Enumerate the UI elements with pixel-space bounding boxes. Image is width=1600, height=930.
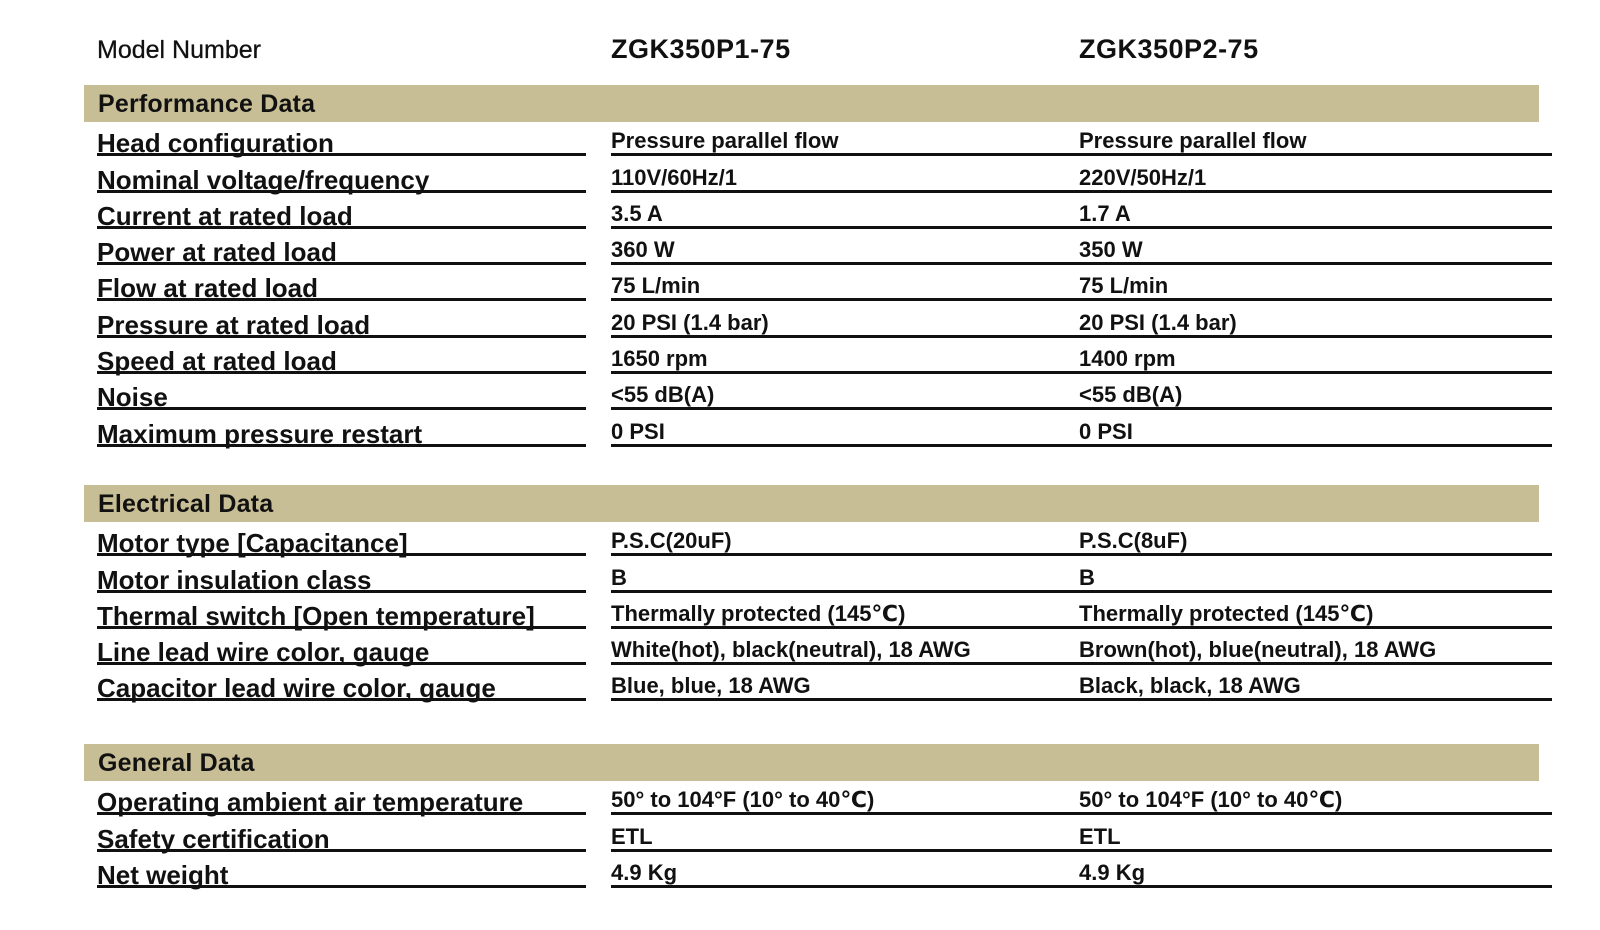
spec-value-text: 3.5 A — [611, 200, 663, 226]
spec-label-text: Safety certification — [97, 823, 330, 854]
spec-label — [97, 341, 586, 377]
spec-value-model-1 — [611, 632, 1080, 665]
spec-value-model-2 — [1079, 596, 1552, 629]
spec-value-model-1 — [611, 523, 1080, 556]
spec-rows — [84, 522, 1539, 703]
spec-label — [97, 632, 586, 668]
spec-row — [84, 854, 1539, 890]
spec-value-text: P.S.C(20uF) — [611, 528, 732, 554]
spec-value-text: ETL — [1079, 823, 1121, 849]
spec-value-model-2 — [1079, 305, 1552, 338]
spec-value-model-2 — [1079, 855, 1552, 888]
spec-row — [84, 595, 1539, 631]
spec-row — [84, 340, 1539, 376]
spec-value-model-1 — [611, 268, 1080, 301]
spec-value-text: 110V/60Hz/1 — [611, 164, 737, 190]
spec-label-text: Maximum pressure restart — [97, 418, 423, 449]
spec-label — [97, 414, 586, 447]
spec-label-text: Operating ambient air temperature — [97, 787, 524, 818]
spec-value-text: 1400 rpm — [1079, 346, 1176, 372]
spec-row — [84, 122, 1539, 158]
spec-row — [84, 667, 1539, 703]
spec-label-text: Noise — [97, 382, 168, 413]
spec-value-model-2 — [1079, 341, 1552, 374]
spec-value-model-1 — [611, 819, 1080, 852]
spec-row — [84, 231, 1539, 267]
spec-value-text: 350 W — [1079, 237, 1143, 263]
spec-label-text: Nominal voltage/frequency — [97, 164, 430, 195]
spec-label-text: Net weight — [97, 859, 229, 890]
spec-value-model-2 — [1079, 523, 1552, 556]
spec-label — [97, 596, 586, 629]
spec-label — [97, 232, 586, 268]
spec-value-text: P.S.C(8uF) — [1079, 528, 1188, 554]
spec-value-text: 50° to 104°F (10° to 40℃) — [1079, 787, 1343, 813]
spec-value-model-2 — [1079, 123, 1552, 156]
spec-value-text: Thermally protected (145℃) — [1079, 600, 1374, 626]
spec-rows — [84, 781, 1539, 890]
spec-label-text: Head configuration — [97, 128, 334, 159]
spec-row — [84, 781, 1539, 817]
spec-row — [84, 522, 1539, 558]
spec-value-model-2 — [1079, 196, 1552, 229]
spec-value-model-1 — [611, 560, 1080, 593]
section-title: Performance Data — [98, 90, 316, 118]
spec-value-model-2 — [1079, 268, 1552, 301]
spec-value-text: B — [611, 564, 627, 590]
spec-value-text: 75 L/min — [1079, 273, 1169, 299]
spec-value-text: Brown(hot), blue(neutral), 18 AWG — [1079, 637, 1437, 663]
spec-value-text: 4.9 Kg — [1079, 859, 1146, 885]
spec-value-text: 1.7 A — [1079, 200, 1131, 226]
spec-value-model-2 — [1079, 414, 1552, 447]
spec-value-model-2 — [1079, 632, 1552, 665]
spec-label — [97, 377, 586, 413]
spec-label — [97, 668, 586, 704]
spec-label-text: Line lead wire color, gauge — [97, 637, 430, 668]
spec-value-text: Blue, blue, 18 AWG — [611, 673, 811, 699]
model-1-name: ZGK350P1-75 — [611, 34, 791, 64]
spec-value-model-1 — [611, 305, 1080, 338]
spec-label-text: Power at rated load — [97, 237, 337, 268]
spec-label — [97, 123, 586, 159]
spec-rows — [84, 122, 1539, 449]
spec-value-model-2 — [1079, 668, 1552, 701]
spec-value-text: White(hot), black(neutral), 18 AWG — [611, 637, 971, 663]
spec-value-model-2 — [1079, 160, 1552, 193]
spec-value-model-1 — [611, 196, 1080, 229]
spec-row — [84, 631, 1539, 667]
model-number-label: Model Number — [97, 36, 261, 64]
spec-value-model-2 — [1079, 819, 1552, 852]
spec-value-text: 0 PSI — [611, 418, 665, 444]
spec-value-text: Thermally protected (145℃) — [611, 600, 906, 626]
spec-row — [84, 412, 1539, 448]
spec-label — [97, 268, 586, 304]
spec-value-text: <55 dB(A) — [1079, 382, 1183, 408]
section-header — [84, 485, 1539, 522]
spec-value-text: <55 dB(A) — [611, 382, 715, 408]
spec-value-model-1 — [611, 160, 1080, 193]
spec-label — [97, 160, 586, 193]
spec-row — [84, 303, 1539, 339]
spec-value-text: ETL — [611, 823, 653, 849]
model-2-name: ZGK350P2-75 — [1079, 34, 1259, 64]
spec-row — [84, 267, 1539, 303]
spec-value-text: 75 L/min — [611, 273, 701, 299]
spec-value-text: B — [1079, 564, 1095, 590]
spec-value-text: Pressure parallel flow — [611, 128, 839, 154]
section-title: General Data — [98, 749, 255, 777]
spec-value-text: 360 W — [611, 237, 675, 263]
section-header — [84, 85, 1539, 122]
spec-label-text: Capacitor lead wire color, gauge — [97, 673, 496, 704]
spec-label-text: Motor insulation class — [97, 564, 372, 595]
spec-value-text: Pressure parallel flow — [1079, 128, 1307, 154]
spec-label-text: Pressure at rated load — [97, 309, 371, 340]
spec-value-model-2 — [1079, 782, 1552, 815]
spec-value-text: 1650 rpm — [611, 346, 708, 372]
spec-value-model-2 — [1079, 232, 1552, 265]
spec-label-text: Motor type [Capacitance] — [97, 528, 408, 559]
spec-label-text: Thermal switch [Open temperature] — [97, 600, 535, 631]
spec-row — [84, 558, 1539, 594]
spec-value-text: 20 PSI (1.4 bar) — [611, 309, 769, 335]
section-header — [84, 744, 1539, 781]
spec-value-model-1 — [611, 232, 1080, 265]
spec-label-text: Flow at rated load — [97, 273, 319, 304]
model-number-header — [0, 0, 1600, 84]
spec-label — [97, 782, 586, 818]
spec-value-model-1 — [611, 855, 1080, 888]
spec-value-text: 220V/50Hz/1 — [1079, 164, 1207, 190]
spec-row — [84, 376, 1539, 412]
spec-row — [84, 195, 1539, 231]
spec-value-model-1 — [611, 668, 1080, 701]
spec-value-model-1 — [611, 123, 1080, 156]
spec-value-text: 20 PSI (1.4 bar) — [1079, 309, 1237, 335]
section-title: Electrical Data — [98, 490, 274, 518]
spec-value-model-1 — [611, 596, 1080, 629]
spec-value-text: 4.9 Kg — [611, 859, 678, 885]
spec-value-text: Black, black, 18 AWG — [1079, 673, 1301, 699]
spec-label — [97, 523, 586, 559]
spec-value-model-2 — [1079, 377, 1552, 410]
spec-label — [97, 855, 586, 888]
section-performance-data — [84, 85, 1539, 449]
spec-label-text: Current at rated load — [97, 200, 353, 231]
section-general-data — [84, 744, 1539, 890]
spec-label — [97, 819, 586, 852]
spec-value-model-1 — [611, 377, 1080, 410]
spec-value-text: 0 PSI — [1079, 418, 1133, 444]
spec-label-text: Speed at rated load — [97, 346, 337, 377]
spec-row — [84, 817, 1539, 853]
spec-value-model-1 — [611, 782, 1080, 815]
spec-value-model-2 — [1079, 560, 1552, 593]
spec-label — [97, 196, 586, 229]
spec-label — [97, 560, 586, 593]
spec-value-model-1 — [611, 341, 1080, 374]
section-electrical-data — [84, 485, 1539, 703]
spec-row — [84, 158, 1539, 194]
spec-label — [97, 305, 586, 338]
spec-value-text: 50° to 104°F (10° to 40℃) — [611, 787, 875, 813]
spec-value-model-1 — [611, 414, 1080, 447]
